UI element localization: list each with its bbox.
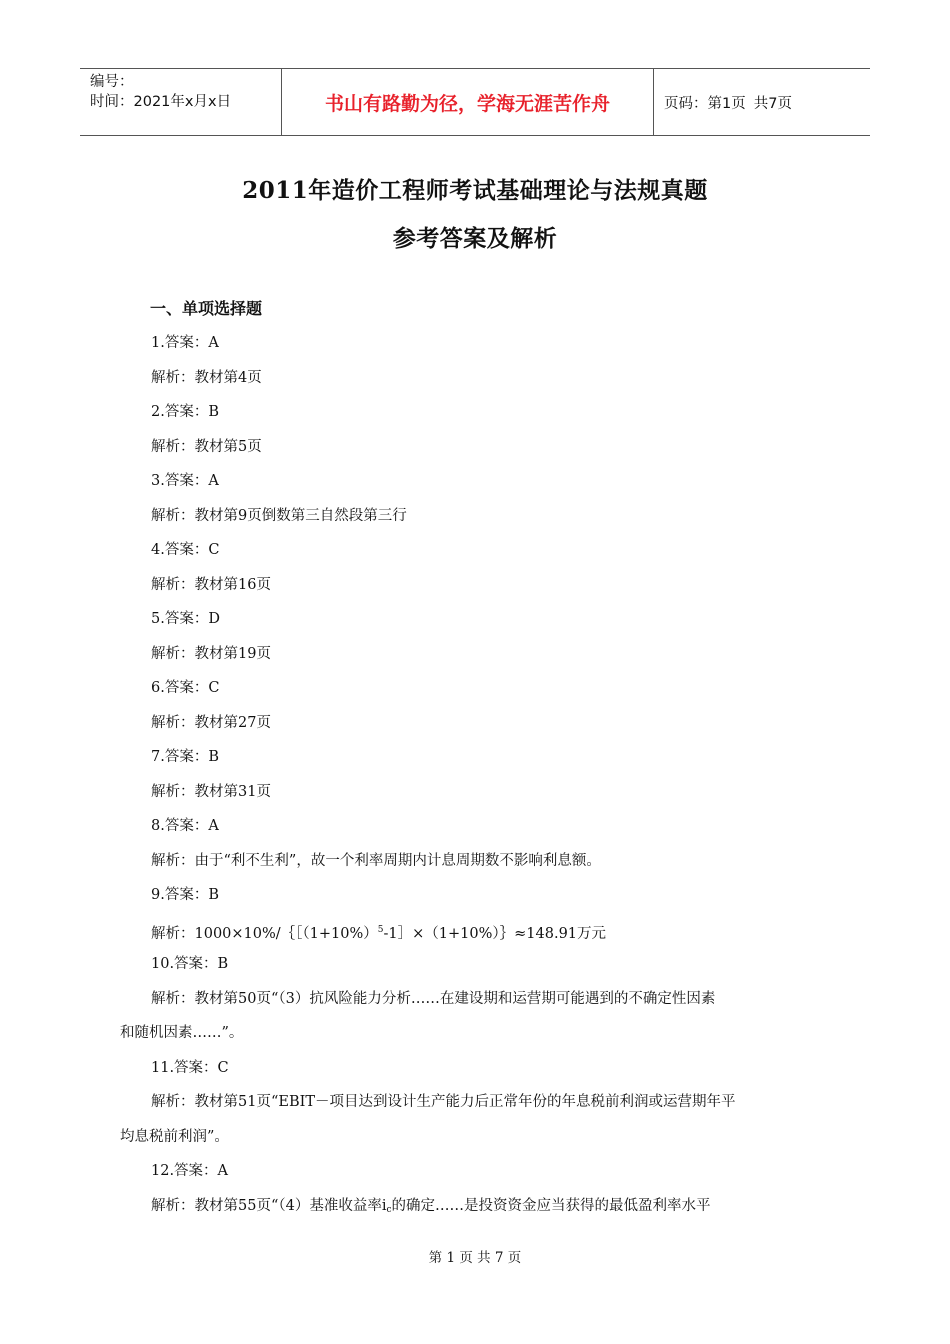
- page-footer: 第 1 页 共 7 页: [428, 1250, 522, 1266]
- answer-line: 12.答案：A: [151, 1163, 229, 1179]
- formula-text: 解析：1000×10%/｛［（1+10%）: [151, 925, 378, 942]
- analysis-line: 解析：教材第4页: [151, 369, 262, 386]
- analysis-line: 解析：由于“利不生利”，故一个利率周期内计息周期数不影响利息额。: [151, 852, 601, 869]
- page-label: 页码：第1页: [664, 95, 746, 112]
- formula-subscript: c: [386, 1204, 392, 1215]
- analysis-line: 解析：教材第31页: [151, 783, 271, 800]
- analysis-line: 解析：教材第50页“（3）抗风险能力分析……在建设期和运营期可能遇到的不确定性因素: [151, 990, 716, 1007]
- time-label: 时间：2021年x月x日: [90, 94, 232, 110]
- formula-text: -1］×（1+10%）｝≈148.91万元: [383, 925, 607, 942]
- analysis-continuation: 均息税前利润”。: [120, 1128, 229, 1145]
- analysis-line-formula: [0, 918, 950, 953]
- document-subtitle: 参考答案及解析: [392, 225, 558, 252]
- answer-list: [0, 331, 950, 1228]
- analysis-line: 解析：教材第27页: [151, 714, 271, 731]
- analysis-line: 解析：教材第9页倒数第三自然段第三行: [151, 507, 407, 524]
- analysis-line: 解析：教材第5页: [151, 438, 262, 455]
- answer-line: 2.答案：B: [151, 404, 219, 420]
- section-heading: 一、单项选择题: [150, 299, 263, 318]
- header-table: [80, 68, 870, 136]
- answer-line: 8.答案：A: [151, 818, 219, 834]
- formula-text: 解析：教材第55页“（4）基准收益率i: [151, 1197, 387, 1214]
- answer-line: 7.答案：B: [151, 749, 219, 765]
- answer-line: 11.答案：C: [151, 1059, 229, 1076]
- motto-cell: [281, 69, 654, 135]
- answer-line: 9.答案：B: [151, 887, 219, 903]
- formula-text: 的确定……是投资资金应当获得的最低盈利率水平: [391, 1197, 711, 1214]
- answer-line: 5.答案：D: [151, 611, 220, 627]
- analysis-line: 解析：教材第16页: [151, 576, 271, 593]
- answer-line: 10.答案：B: [151, 956, 229, 972]
- analysis-continuation: 和随机因素……”。: [120, 1025, 244, 1041]
- page-cell: [654, 69, 870, 135]
- number-label: 编号：: [90, 74, 134, 90]
- answer-line: 4.答案：C: [151, 542, 220, 558]
- answer-line: 3.答案：A: [151, 473, 219, 489]
- answer-line: 1.答案：A: [151, 335, 219, 351]
- analysis-line-formula: [0, 1194, 950, 1229]
- total-pages-label: 共7页: [753, 95, 792, 112]
- analysis-line: 解析：教材第19页: [151, 645, 271, 662]
- header-info-cell: [80, 69, 281, 135]
- motto-text: 书山有路勤为径，学海无涯苦作舟: [324, 92, 610, 115]
- analysis-line: 解析：教材第51页“EBIT－项目达到设计生产能力后正常年份的年息税前利润或运营期年平: [151, 1094, 736, 1110]
- formula-exponent: 5: [377, 924, 384, 935]
- document-title: 2011年造价工程师考试基础理论与法规真题: [242, 177, 708, 204]
- answer-line: 6.答案：C: [151, 680, 220, 696]
